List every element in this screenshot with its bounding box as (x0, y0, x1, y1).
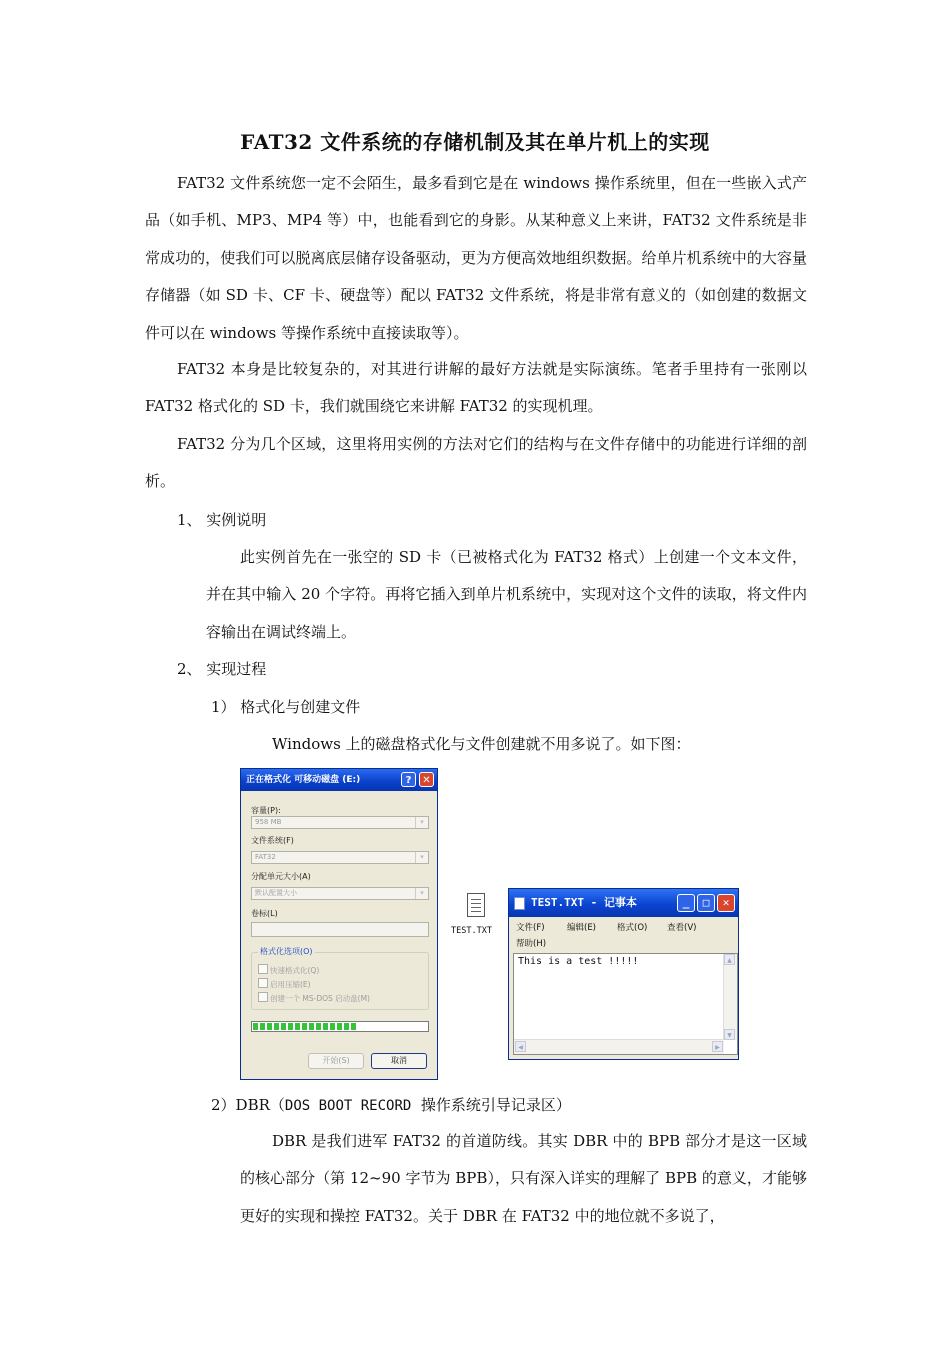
paragraph-example: 此实例首先在一张空的 SD 卡（已被格式化为 FAT32 格式）上创建一个文本文件，并在其中输入 20 个字符。再将它插入到单片机系统中，实现对这个文件的读取，将文件内容输出在调试终端上。 (206, 548, 807, 641)
msdos-startup-checkbox[interactable] (258, 992, 370, 1004)
filesystem-select[interactable] (251, 851, 429, 864)
file-line (471, 903, 481, 904)
paragraph-dbr: DBR 是我们进军 FAT32 的首道防线。其实 DBR 中的 BPB 部分才是这一区域的核心部分（第 12~90 字节为 BPB），只有深入详实的理解了 BPB 的意义，才能够更好的实现和操控 FAT32。关于 DBR 在 FAT32 中的地位就不多说了， (240, 1132, 807, 1225)
menu-edit[interactable]: 编辑(E) (567, 923, 597, 933)
heading-dbr-mono: DOS BOOT RECORD (284, 1098, 412, 1114)
volume-label-input[interactable] (251, 922, 429, 937)
paragraph-windows-format: Windows 上的磁盘格式化与文件创建就不用多说了。如下图： (272, 735, 691, 753)
notepad-text-area[interactable] (513, 953, 738, 1055)
scroll-down-icon[interactable]: ▼ (724, 1029, 735, 1040)
allocation-size-select[interactable] (251, 887, 429, 900)
file-line (471, 899, 481, 900)
scroll-left-icon[interactable]: ◀ (515, 1041, 526, 1052)
format-dialog-titlebar (241, 769, 437, 791)
format-options-label: 格式化选项(O) (260, 947, 313, 956)
menu-format[interactable]: 格式(O) (617, 923, 648, 933)
filesystem-value: FAT32 (255, 853, 276, 861)
notepad-titlebar (509, 889, 738, 917)
notepad-title: TEST.TXT - 记事本 (531, 896, 637, 909)
file-icon-label[interactable]: TEST.TXT (451, 926, 492, 936)
chevron-down-icon: ▾ (415, 817, 428, 828)
minimize-button[interactable]: _ (677, 894, 695, 912)
vertical-scrollbar[interactable] (723, 954, 737, 1040)
checkbox-box (258, 978, 268, 988)
maximize-button[interactable]: □ (697, 894, 715, 912)
file-line (471, 911, 481, 912)
format-dialog (240, 768, 438, 1080)
enable-compression-label: 启用压缩(E) (270, 980, 311, 989)
heading-implementation: 2、 实现过程 (177, 660, 267, 678)
msdos-startup-label: 创建一个 MS-DOS 启动盘(M) (270, 994, 370, 1003)
close-button[interactable]: ✕ (419, 772, 434, 787)
enable-compression-checkbox[interactable] (258, 978, 311, 990)
format-options-group (251, 947, 429, 1010)
paragraph-fat32-regions: FAT32 分为几个区域，这里将用实例的方法对它们的结构与在文件存储中的功能进行详细的剖析。 (145, 435, 807, 491)
cancel-button[interactable]: 取消 (371, 1053, 427, 1069)
menu-view[interactable]: 查看(V) (667, 923, 697, 933)
file-line (471, 907, 481, 908)
menu-file[interactable]: 文件(F) (516, 923, 545, 933)
paragraph-intro: FAT32 文件系统您一定不会陌生，最多看到它是在 windows 操作系统里，但在一些嵌入式产品（如手机、MP3、MP4 等）中，也能看到它的身影。从某种意义上来讲，FAT32 文件系统是非常成功的，使我们可以脱离底层储存设备驱动，更为方便高效地组织数据。给单片机系统中的大容量存储器（如 SD 卡、CF 卡、硬盘等）配以 FAT32 文件系统，将是非常有意义的（如创建的数据文件可以在 windows 等操作系统中直接读取等）。 (145, 174, 807, 342)
format-dialog-title: 正在格式化 可移动磁盘 (E:) (246, 775, 361, 785)
help-button[interactable]: ? (401, 772, 416, 787)
heading-example-description: 1、 实例说明 (177, 511, 267, 529)
quick-format-checkbox[interactable] (258, 964, 319, 976)
capacity-select[interactable] (251, 816, 429, 829)
paragraph-fat32-complexity: FAT32 本身是比较复杂的，对其进行讲解的最好方法就是实际演练。笔者手里持有一张刚以 FAT32 格式化的 SD 卡，我们就围绕它来讲解 FAT32 的实现机理。 (145, 360, 807, 416)
checkbox-box (258, 964, 268, 974)
text-file-icon[interactable] (467, 893, 485, 917)
allocation-size-label: 分配单元大小(A) (251, 872, 311, 881)
scroll-right-icon[interactable]: ▶ (712, 1041, 723, 1052)
close-button[interactable]: ✕ (717, 894, 735, 912)
capacity-label: 容量(P): (251, 806, 281, 815)
capacity-value: 958 MB (255, 818, 282, 826)
scroll-up-icon[interactable]: ▲ (724, 954, 735, 965)
allocation-size-value: 默认配置大小 (255, 889, 297, 897)
notepad-content: This is a test !!!!! (518, 956, 639, 967)
heading-format-create: 1） 格式化与创建文件 (211, 698, 361, 716)
heading-dbr-suffix: 操作系统引导记录区） (411, 1096, 571, 1114)
chevron-down-icon: ▾ (415, 852, 428, 863)
quick-format-label: 快速格式化(Q) (270, 966, 320, 975)
filesystem-label: 文件系统(F) (251, 836, 294, 845)
heading-dbr (211, 1094, 571, 1115)
document-title: FAT32 文件系统的存储机制及其在单片机上的实现 (240, 130, 710, 154)
horizontal-scrollbar[interactable] (514, 1039, 724, 1054)
progress-fill (253, 1023, 357, 1030)
start-button[interactable]: 开始(S) (308, 1053, 364, 1069)
volume-label-label: 卷标(L) (251, 909, 278, 918)
notepad-window (508, 888, 739, 1060)
menu-help[interactable]: 帮助(H) (516, 939, 547, 949)
chevron-down-icon: ▾ (415, 888, 428, 899)
heading-dbr-prefix: 2）DBR（ (211, 1096, 285, 1114)
notepad-icon (514, 897, 525, 910)
format-progress-bar (251, 1021, 429, 1032)
checkbox-box (258, 992, 268, 1002)
